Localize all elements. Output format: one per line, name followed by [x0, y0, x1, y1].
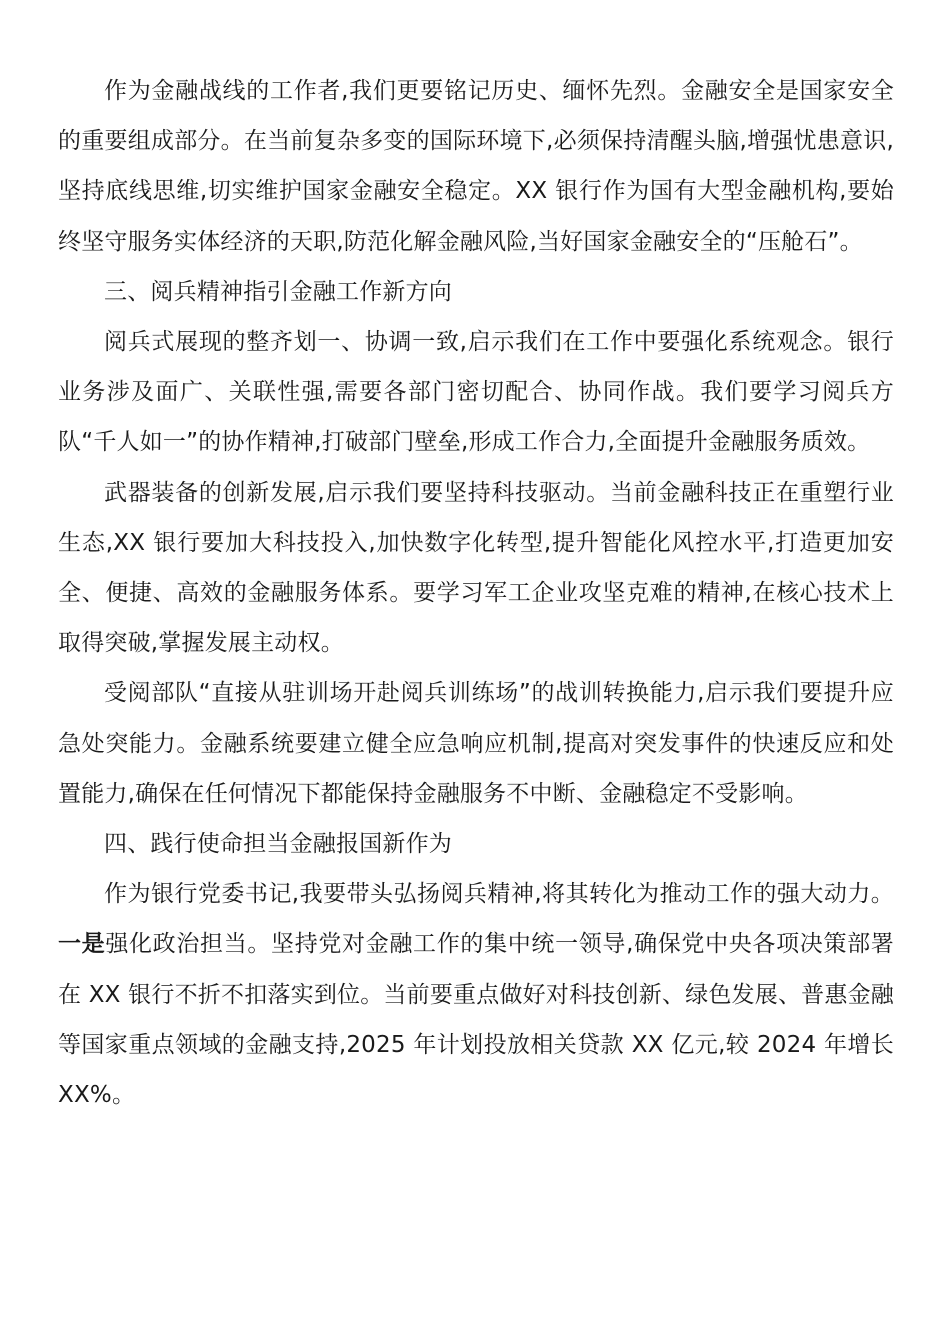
section-heading-four: 四、践行使命担当金融报国新作为	[104, 831, 452, 858]
paragraph-intro-text: 作为银行党委书记,我要带头弘扬阅兵精神,将其转化为推动工作的强大动力。	[104, 881, 894, 908]
paragraph-rest-text: 强化政治担当。坚持党对金融工作的集中统一领导,确保党中央各项决策部署在 XX 银行不折不扣落实到位。当前要重点做好对科技创新、绿色发展、普惠金融等国家重点领域的金融支持,2025 年计划投放相关贷款 XX 亿元,较 2024 年增长 XX%。	[58, 931, 894, 1109]
paragraph-financial-security: 作为金融战线的工作者,我们更要铭记历史、缅怀先烈。金融安全是国家安全的重要组成部分。在当前复杂多变的国际环境下,必须保持清醒头脑,增强忧患意识,坚持底线思维,切实维护国家金融安全稳定。XX 银行作为国有大型金融机构,要始终坚守服务实体经济的天职,防范化解金融风险,当好国家金融安全的“压舱石”。	[58, 78, 894, 255]
paragraph-emergency-response: 受阅部队“直接从驻训场开赴阅兵训练场”的战训转换能力,启示我们要提升应急处突能力。金融系统要建立健全应急响应机制,提高对突发事件的快速反应和处置能力,确保在任何情况下都能保持金融服务不中断、金融稳定不受影响。	[58, 680, 894, 807]
section-heading-three: 三、阅兵精神指引金融工作新方向	[104, 278, 452, 305]
paragraph-system-concept: 阅兵式展现的整齐划一、协调一致,启示我们在工作中要强化系统观念。银行业务涉及面广、关联性强,需要各部门密切配合、协同作战。我们要学习阅兵方队“千人如一”的协作精神,打破部门壁垒,形成工作合力,全面提升金融服务质效。	[58, 329, 894, 456]
paragraph-tech-driven: 武器装备的创新发展,启示我们要坚持科技驱动。当前金融科技正在重塑行业生态,XX 银行要加大科技投入,加快数字化转型,提升智能化风控水平,打造更加安全、便捷、高效的金融服务体系。要学习军工企业攻坚克难的精神,在核心技术上取得突破,掌握发展主动权。	[58, 479, 894, 657]
paragraph-political-responsibility	[58, 869, 894, 1120]
bold-lead-text: 一是	[58, 931, 106, 958]
document-page	[58, 66, 894, 1120]
